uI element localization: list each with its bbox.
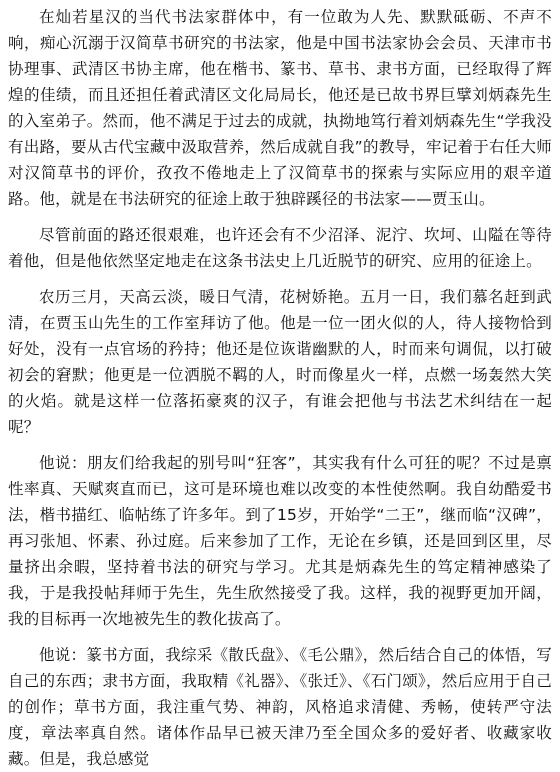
paragraph-styles: 他说：篆书方面，我综采《散氏盘》、《毛公鼎》，然后结合自己的体悟，写自己的东西；隶书方面，我取精《礼器》、《张迁》、《石门颂》，然后应用于自己的创作；草书方面，我注重气势、神韵，风格追求清健、秀畅，使转严守法度，章法率真自然。诸体作品早已被天津乃至全国众多的爱好者、收藏家收藏。但是，我总感觉 bbox=[8, 646, 552, 768]
paragraph-visit: 农历三月，天高云淡，暖日气清，花树娇艳。五月一日，我们慕名赶到武清，在贾玉山先生的工作室拜访了他。他是一位一团火似的人，待人接物恰到好处，没有一点官场的矜持；他还是位诙谐幽默的人，时而来句调侃，以打破初会的窘默；他更是一位洒脱不羁的人，时而像星火一样，点燃一场轰然大笑的火焰。就是这样一位落拓豪爽的汉子，有谁会把他与书法艺术纠结在一起呢？ bbox=[8, 288, 552, 436]
paragraph-path: 尽管前面的路还很艰难，也许还会有不少沼泽、泥泞、坎坷、山隘在等待着他，但是他依然坚定地走在这条书法史上几近脱节的研究、应用的征途上。 bbox=[8, 226, 552, 270]
paragraph-intro: 在灿若星汉的当代书法家群体中，有一位敢为人先、默默砥砺、不声不响，痴心沉溺于汉简草书研究的书法家，他是中国书法家协会会员、天津市书协理事、武清区书协主席，他在楷书、篆书、草书、隶书方面，已经取得了辉煌的佳绩，而且还担任着武清区文化局局长，他还是已故书界巨擘刘炳森先生的入室弟子。然而，他不满足于过去的成就，执拗地笃行着刘炳森先生“学我没有出路，要从古代宝藏中汲取营养，然后成就自我”的教导，牢记着于右任大师对汉简草书的评价，孜孜不倦地走上了汉简草书的探索与实际应用的艰辛道路。他，就是在书法研究的征途上敢于独辟蹊径的书法家——贾玉山。 bbox=[8, 8, 552, 208]
paragraph-nickname: 他说：朋友们给我起的别号叫“狂客”，其实我有什么可狂的呢？不过是禀性率真、天赋爽直而已，这可是环境也难以改变的本性使然啊。我自幼酷爱书法，楷书描红、临帖练了许多年。到了15岁，开始学“二王”，继而临“汉碑”，再习张旭、怀素、孙过庭。后来参加了工作，无论在乡镇，还是回到区里，尽量挤出余暇，坚持着书法的研究与学习。尤其是炳森先生的笃定精神感染了我，于是我投帖拜师于先生，先生欣然接受了我。这样，我的视野更加开阔，我的目标再一次地被先生的教化拔高了。 bbox=[8, 454, 552, 628]
